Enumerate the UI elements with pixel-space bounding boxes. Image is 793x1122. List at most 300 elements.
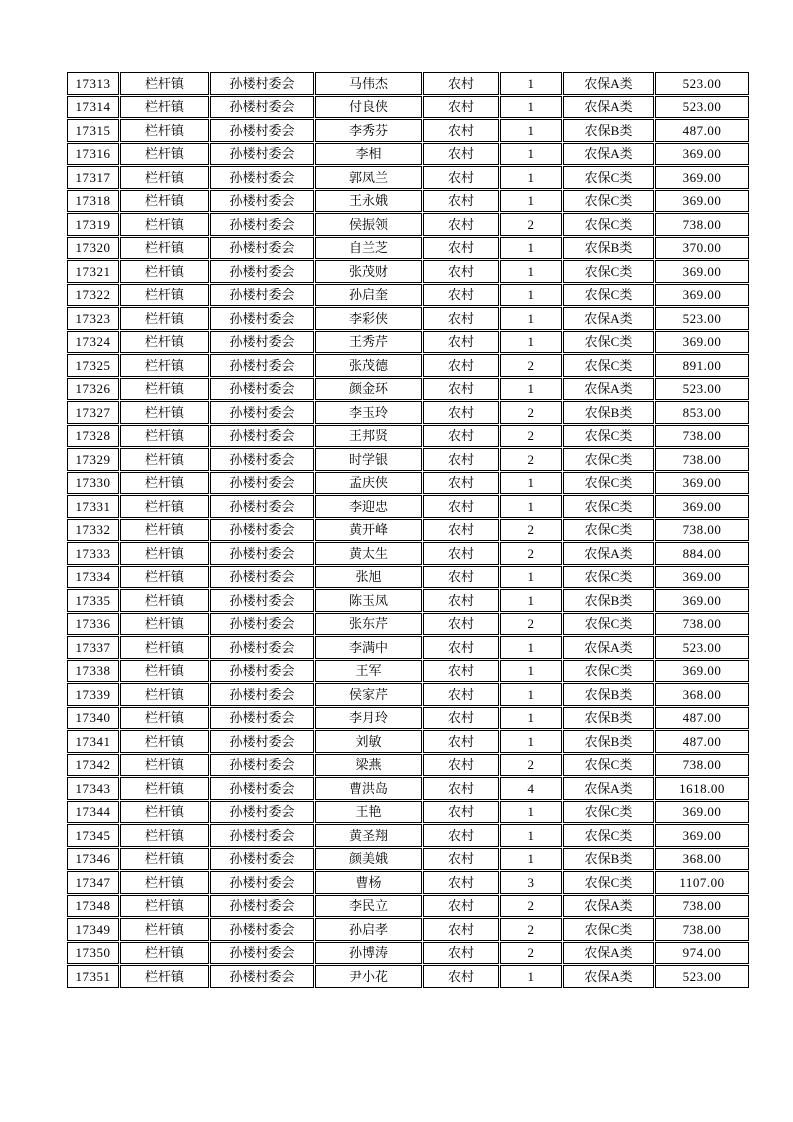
table-row — [67, 589, 749, 612]
table-row — [67, 331, 749, 354]
cell-name: 梁燕 — [315, 754, 422, 777]
cell-count: 1 — [500, 660, 562, 683]
cell-id: 17332 — [67, 519, 119, 542]
cell-amount: 368.00 — [655, 683, 749, 706]
cell-name: 孟庆侠 — [315, 472, 422, 495]
cell-insurance-type: 农保C类 — [563, 425, 654, 448]
table-row — [67, 495, 749, 518]
cell-count: 1 — [500, 495, 562, 518]
cell-category: 农村 — [423, 801, 499, 824]
cell-category: 农村 — [423, 848, 499, 871]
cell-town: 栏杆镇 — [120, 143, 209, 166]
cell-category: 农村 — [423, 660, 499, 683]
cell-insurance-type: 农保A类 — [563, 72, 654, 95]
cell-town: 栏杆镇 — [120, 213, 209, 236]
cell-id: 17324 — [67, 331, 119, 354]
cell-village: 孙楼村委会 — [210, 895, 314, 918]
cell-amount: 523.00 — [655, 965, 749, 988]
cell-category: 农村 — [423, 613, 499, 636]
cell-village: 孙楼村委会 — [210, 566, 314, 589]
cell-category: 农村 — [423, 871, 499, 894]
cell-name: 曹杨 — [315, 871, 422, 894]
cell-count: 1 — [500, 284, 562, 307]
cell-id: 17328 — [67, 425, 119, 448]
cell-town: 栏杆镇 — [120, 425, 209, 448]
cell-insurance-type: 农保B类 — [563, 707, 654, 730]
cell-village: 孙楼村委会 — [210, 331, 314, 354]
cell-village: 孙楼村委会 — [210, 519, 314, 542]
cell-insurance-type: 农保C类 — [563, 166, 654, 189]
cell-count: 1 — [500, 589, 562, 612]
cell-town: 栏杆镇 — [120, 448, 209, 471]
table-row — [67, 143, 749, 166]
cell-count: 2 — [500, 942, 562, 965]
cell-amount: 738.00 — [655, 613, 749, 636]
cell-amount: 523.00 — [655, 307, 749, 330]
cell-name: 颜金环 — [315, 378, 422, 401]
cell-town: 栏杆镇 — [120, 754, 209, 777]
table-row — [67, 237, 749, 260]
cell-category: 农村 — [423, 707, 499, 730]
cell-insurance-type: 农保A类 — [563, 542, 654, 565]
cell-amount: 738.00 — [655, 425, 749, 448]
cell-town: 栏杆镇 — [120, 401, 209, 424]
table-row — [67, 401, 749, 424]
cell-category: 农村 — [423, 96, 499, 119]
cell-id: 17337 — [67, 636, 119, 659]
cell-name: 郭凤兰 — [315, 166, 422, 189]
cell-town: 栏杆镇 — [120, 331, 209, 354]
cell-village: 孙楼村委会 — [210, 801, 314, 824]
cell-id: 17347 — [67, 871, 119, 894]
cell-category: 农村 — [423, 495, 499, 518]
cell-town: 栏杆镇 — [120, 730, 209, 753]
cell-name: 张东芹 — [315, 613, 422, 636]
cell-amount: 369.00 — [655, 143, 749, 166]
cell-name: 李相 — [315, 143, 422, 166]
cell-id: 17338 — [67, 660, 119, 683]
cell-insurance-type: 农保A类 — [563, 777, 654, 800]
cell-category: 农村 — [423, 119, 499, 142]
cell-category: 农村 — [423, 777, 499, 800]
cell-town: 栏杆镇 — [120, 566, 209, 589]
cell-insurance-type: 农保C类 — [563, 660, 654, 683]
cell-category: 农村 — [423, 307, 499, 330]
table-row — [67, 942, 749, 965]
cell-amount: 487.00 — [655, 119, 749, 142]
cell-id: 17315 — [67, 119, 119, 142]
cell-id: 17321 — [67, 260, 119, 283]
cell-category: 农村 — [423, 378, 499, 401]
cell-insurance-type: 农保B类 — [563, 237, 654, 260]
cell-village: 孙楼村委会 — [210, 260, 314, 283]
cell-town: 栏杆镇 — [120, 542, 209, 565]
cell-amount: 487.00 — [655, 730, 749, 753]
cell-category: 农村 — [423, 166, 499, 189]
cell-category: 农村 — [423, 965, 499, 988]
cell-town: 栏杆镇 — [120, 636, 209, 659]
cell-insurance-type: 农保C类 — [563, 190, 654, 213]
cell-category: 农村 — [423, 213, 499, 236]
cell-amount: 369.00 — [655, 801, 749, 824]
table-row — [67, 190, 749, 213]
cell-insurance-type: 农保A类 — [563, 895, 654, 918]
table-row — [67, 801, 749, 824]
cell-village: 孙楼村委会 — [210, 871, 314, 894]
cell-category: 农村 — [423, 942, 499, 965]
cell-town: 栏杆镇 — [120, 166, 209, 189]
cell-town: 栏杆镇 — [120, 965, 209, 988]
cell-id: 17318 — [67, 190, 119, 213]
cell-name: 侯家芹 — [315, 683, 422, 706]
cell-count: 2 — [500, 542, 562, 565]
cell-name: 李玉玲 — [315, 401, 422, 424]
cell-count: 1 — [500, 166, 562, 189]
cell-amount: 974.00 — [655, 942, 749, 965]
cell-category: 农村 — [423, 143, 499, 166]
cell-category: 农村 — [423, 354, 499, 377]
cell-id: 17322 — [67, 284, 119, 307]
cell-amount: 738.00 — [655, 895, 749, 918]
table-row — [67, 707, 749, 730]
cell-name: 孙启孝 — [315, 918, 422, 941]
cell-insurance-type: 农保C类 — [563, 495, 654, 518]
cell-name: 孙启奎 — [315, 284, 422, 307]
cell-town: 栏杆镇 — [120, 472, 209, 495]
cell-insurance-type: 农保C类 — [563, 566, 654, 589]
cell-category: 农村 — [423, 589, 499, 612]
cell-id: 17339 — [67, 683, 119, 706]
cell-village: 孙楼村委会 — [210, 848, 314, 871]
cell-count: 1 — [500, 307, 562, 330]
cell-category: 农村 — [423, 331, 499, 354]
cell-town: 栏杆镇 — [120, 284, 209, 307]
cell-insurance-type: 农保A类 — [563, 307, 654, 330]
table-row — [67, 566, 749, 589]
cell-village: 孙楼村委会 — [210, 660, 314, 683]
table-row — [67, 895, 749, 918]
cell-village: 孙楼村委会 — [210, 472, 314, 495]
cell-id: 17327 — [67, 401, 119, 424]
cell-insurance-type: 农保A类 — [563, 143, 654, 166]
cell-insurance-type: 农保C类 — [563, 472, 654, 495]
cell-name: 刘敏 — [315, 730, 422, 753]
cell-name: 李彩侠 — [315, 307, 422, 330]
cell-town: 栏杆镇 — [120, 378, 209, 401]
cell-name: 李迎忠 — [315, 495, 422, 518]
table-row — [67, 613, 749, 636]
cell-amount: 368.00 — [655, 848, 749, 871]
cell-village: 孙楼村委会 — [210, 636, 314, 659]
cell-count: 1 — [500, 636, 562, 659]
cell-amount: 884.00 — [655, 542, 749, 565]
cell-village: 孙楼村委会 — [210, 730, 314, 753]
cell-category: 农村 — [423, 566, 499, 589]
cell-id: 17323 — [67, 307, 119, 330]
cell-village: 孙楼村委会 — [210, 707, 314, 730]
cell-village: 孙楼村委会 — [210, 965, 314, 988]
cell-id: 17319 — [67, 213, 119, 236]
cell-insurance-type: 农保C类 — [563, 448, 654, 471]
cell-amount: 369.00 — [655, 284, 749, 307]
cell-count: 3 — [500, 871, 562, 894]
cell-count: 1 — [500, 824, 562, 847]
cell-village: 孙楼村委会 — [210, 683, 314, 706]
cell-village: 孙楼村委会 — [210, 613, 314, 636]
cell-id: 17345 — [67, 824, 119, 847]
cell-town: 栏杆镇 — [120, 871, 209, 894]
table-row — [67, 96, 749, 119]
cell-category: 农村 — [423, 519, 499, 542]
cell-category: 农村 — [423, 824, 499, 847]
cell-count: 2 — [500, 425, 562, 448]
cell-amount: 738.00 — [655, 213, 749, 236]
cell-insurance-type: 农保B类 — [563, 730, 654, 753]
cell-village: 孙楼村委会 — [210, 72, 314, 95]
cell-village: 孙楼村委会 — [210, 401, 314, 424]
cell-town: 栏杆镇 — [120, 190, 209, 213]
cell-village: 孙楼村委会 — [210, 119, 314, 142]
cell-amount: 369.00 — [655, 589, 749, 612]
cell-amount: 738.00 — [655, 918, 749, 941]
cell-insurance-type: 农保C类 — [563, 754, 654, 777]
cell-id: 17320 — [67, 237, 119, 260]
cell-village: 孙楼村委会 — [210, 589, 314, 612]
table-row — [67, 519, 749, 542]
table-row — [67, 378, 749, 401]
cell-amount: 738.00 — [655, 519, 749, 542]
table-body — [67, 72, 749, 988]
cell-insurance-type: 农保A类 — [563, 965, 654, 988]
cell-id: 17336 — [67, 613, 119, 636]
cell-count: 1 — [500, 848, 562, 871]
table-row — [67, 260, 749, 283]
cell-count: 1 — [500, 72, 562, 95]
cell-name: 张茂德 — [315, 354, 422, 377]
cell-town: 栏杆镇 — [120, 519, 209, 542]
table-row — [67, 307, 749, 330]
cell-count: 1 — [500, 730, 562, 753]
cell-name: 陈玉凤 — [315, 589, 422, 612]
cell-name: 孙博涛 — [315, 942, 422, 965]
cell-id: 17326 — [67, 378, 119, 401]
cell-id: 17325 — [67, 354, 119, 377]
cell-amount: 369.00 — [655, 190, 749, 213]
cell-category: 农村 — [423, 260, 499, 283]
cell-id: 17335 — [67, 589, 119, 612]
table-row — [67, 918, 749, 941]
cell-count: 1 — [500, 260, 562, 283]
cell-id: 17313 — [67, 72, 119, 95]
cell-name: 黄开峰 — [315, 519, 422, 542]
cell-insurance-type: 农保B类 — [563, 848, 654, 871]
cell-name: 李秀芬 — [315, 119, 422, 142]
cell-count: 1 — [500, 683, 562, 706]
table-row — [67, 660, 749, 683]
cell-insurance-type: 农保C类 — [563, 331, 654, 354]
cell-name: 曹洪岛 — [315, 777, 422, 800]
cell-amount: 891.00 — [655, 354, 749, 377]
cell-amount: 738.00 — [655, 448, 749, 471]
cell-village: 孙楼村委会 — [210, 237, 314, 260]
cell-name: 颜美娥 — [315, 848, 422, 871]
cell-id: 17331 — [67, 495, 119, 518]
cell-category: 农村 — [423, 683, 499, 706]
cell-insurance-type: 农保C类 — [563, 871, 654, 894]
cell-village: 孙楼村委会 — [210, 354, 314, 377]
cell-town: 栏杆镇 — [120, 354, 209, 377]
cell-village: 孙楼村委会 — [210, 495, 314, 518]
cell-count: 2 — [500, 613, 562, 636]
table-row — [67, 472, 749, 495]
table-row — [67, 542, 749, 565]
cell-town: 栏杆镇 — [120, 918, 209, 941]
cell-insurance-type: 农保C类 — [563, 613, 654, 636]
table-row — [67, 777, 749, 800]
cell-amount: 523.00 — [655, 96, 749, 119]
cell-amount: 369.00 — [655, 566, 749, 589]
cell-insurance-type: 农保A类 — [563, 636, 654, 659]
cell-name: 尹小花 — [315, 965, 422, 988]
cell-insurance-type: 农保C类 — [563, 354, 654, 377]
cell-count: 4 — [500, 777, 562, 800]
cell-name: 王邦贤 — [315, 425, 422, 448]
cell-amount: 369.00 — [655, 260, 749, 283]
table-row — [67, 683, 749, 706]
cell-count: 2 — [500, 213, 562, 236]
cell-amount: 853.00 — [655, 401, 749, 424]
cell-amount: 523.00 — [655, 378, 749, 401]
cell-count: 1 — [500, 707, 562, 730]
cell-id: 17316 — [67, 143, 119, 166]
cell-count: 1 — [500, 237, 562, 260]
cell-insurance-type: 农保C类 — [563, 519, 654, 542]
cell-id: 17348 — [67, 895, 119, 918]
cell-category: 农村 — [423, 190, 499, 213]
cell-amount: 369.00 — [655, 660, 749, 683]
cell-town: 栏杆镇 — [120, 613, 209, 636]
table-row — [67, 754, 749, 777]
cell-town: 栏杆镇 — [120, 660, 209, 683]
cell-count: 1 — [500, 190, 562, 213]
table-row — [67, 213, 749, 236]
cell-id: 17346 — [67, 848, 119, 871]
cell-count: 2 — [500, 519, 562, 542]
cell-name: 王艳 — [315, 801, 422, 824]
cell-id: 17343 — [67, 777, 119, 800]
cell-insurance-type: 农保A类 — [563, 378, 654, 401]
cell-count: 1 — [500, 119, 562, 142]
cell-village: 孙楼村委会 — [210, 777, 314, 800]
cell-town: 栏杆镇 — [120, 307, 209, 330]
cell-amount: 369.00 — [655, 472, 749, 495]
cell-town: 栏杆镇 — [120, 824, 209, 847]
cell-category: 农村 — [423, 425, 499, 448]
cell-town: 栏杆镇 — [120, 237, 209, 260]
cell-amount: 1107.00 — [655, 871, 749, 894]
cell-category: 农村 — [423, 542, 499, 565]
insurance-payment-table — [66, 71, 750, 989]
cell-count: 2 — [500, 895, 562, 918]
cell-amount: 369.00 — [655, 166, 749, 189]
cell-town: 栏杆镇 — [120, 895, 209, 918]
cell-name: 侯振领 — [315, 213, 422, 236]
cell-count: 2 — [500, 354, 562, 377]
cell-amount: 369.00 — [655, 824, 749, 847]
cell-town: 栏杆镇 — [120, 777, 209, 800]
cell-name: 王军 — [315, 660, 422, 683]
cell-town: 栏杆镇 — [120, 495, 209, 518]
cell-insurance-type: 农保C类 — [563, 260, 654, 283]
cell-amount: 1618.00 — [655, 777, 749, 800]
cell-count: 1 — [500, 566, 562, 589]
cell-insurance-type: 农保C类 — [563, 801, 654, 824]
table-row — [67, 824, 749, 847]
cell-count: 1 — [500, 472, 562, 495]
cell-count: 1 — [500, 96, 562, 119]
cell-village: 孙楼村委会 — [210, 918, 314, 941]
cell-category: 农村 — [423, 754, 499, 777]
cell-name: 李月玲 — [315, 707, 422, 730]
cell-count: 2 — [500, 918, 562, 941]
cell-id: 17344 — [67, 801, 119, 824]
cell-insurance-type: 农保C类 — [563, 918, 654, 941]
cell-amount: 370.00 — [655, 237, 749, 260]
cell-count: 1 — [500, 801, 562, 824]
cell-name: 张茂财 — [315, 260, 422, 283]
cell-category: 农村 — [423, 895, 499, 918]
cell-town: 栏杆镇 — [120, 96, 209, 119]
cell-name: 李民立 — [315, 895, 422, 918]
cell-name: 付良侠 — [315, 96, 422, 119]
cell-category: 农村 — [423, 918, 499, 941]
cell-category: 农村 — [423, 284, 499, 307]
cell-id: 17340 — [67, 707, 119, 730]
cell-id: 17330 — [67, 472, 119, 495]
table-row — [67, 284, 749, 307]
cell-insurance-type: 农保B类 — [563, 683, 654, 706]
cell-insurance-type: 农保B类 — [563, 119, 654, 142]
table-row — [67, 965, 749, 988]
cell-id: 17334 — [67, 566, 119, 589]
cell-town: 栏杆镇 — [120, 942, 209, 965]
table-row — [67, 848, 749, 871]
cell-town: 栏杆镇 — [120, 848, 209, 871]
cell-amount: 523.00 — [655, 72, 749, 95]
cell-town: 栏杆镇 — [120, 801, 209, 824]
cell-name: 李满中 — [315, 636, 422, 659]
cell-village: 孙楼村委会 — [210, 96, 314, 119]
cell-insurance-type: 农保B类 — [563, 589, 654, 612]
cell-count: 2 — [500, 401, 562, 424]
cell-name: 王秀芹 — [315, 331, 422, 354]
cell-insurance-type: 农保C类 — [563, 824, 654, 847]
cell-village: 孙楼村委会 — [210, 284, 314, 307]
table-row — [67, 354, 749, 377]
cell-id: 17349 — [67, 918, 119, 941]
cell-name: 马伟杰 — [315, 72, 422, 95]
cell-town: 栏杆镇 — [120, 72, 209, 95]
table-row — [67, 166, 749, 189]
cell-village: 孙楼村委会 — [210, 378, 314, 401]
cell-village: 孙楼村委会 — [210, 425, 314, 448]
table-row — [67, 730, 749, 753]
cell-name: 黄圣翔 — [315, 824, 422, 847]
cell-category: 农村 — [423, 72, 499, 95]
cell-village: 孙楼村委会 — [210, 190, 314, 213]
cell-id: 17317 — [67, 166, 119, 189]
cell-amount: 369.00 — [655, 495, 749, 518]
